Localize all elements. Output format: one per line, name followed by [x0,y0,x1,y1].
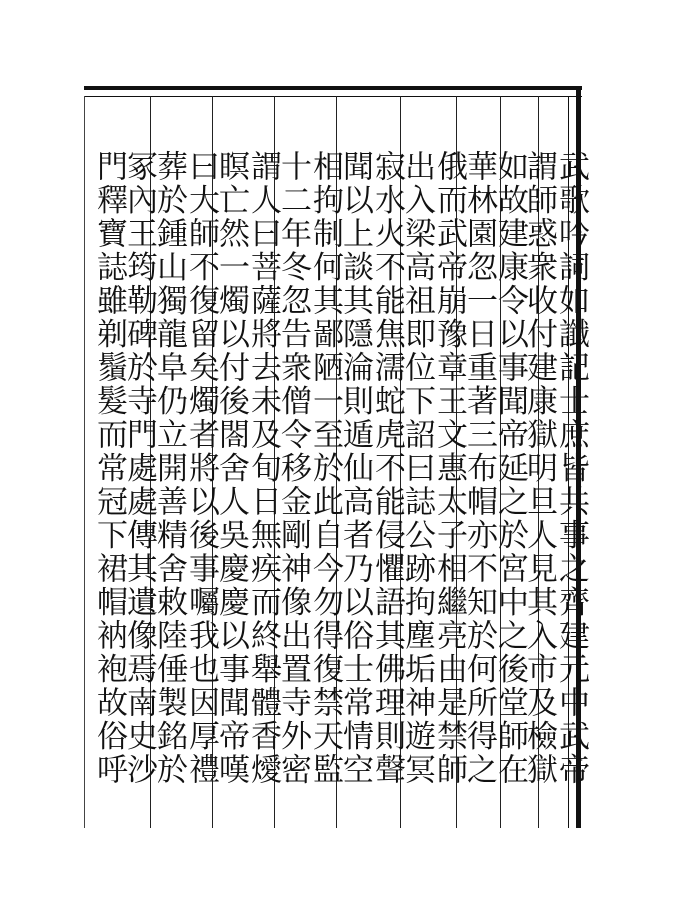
text-column-3: 如故建康令以事聞帝延之於宮中之後堂師在 [492,150,528,787]
text-column-5: 俄而武帝崩豫章王文惠太子相繼亮由是禁師 [431,150,467,787]
text-column-10: 十二年冬忽告衆僧令移金剛神像出置寺外密 [275,150,311,787]
left-edge [84,96,85,828]
text-column-2: 謂師惑衆收付建康獄明旦人見其入市及檢獄 [521,150,557,787]
text-column-9: 相拘制何其鄙陋一至於此自今勿得復禁天監 [307,150,343,787]
text-column-15: 冢內王筠勒碑於寺門處處傳其遺像焉南史沙 [121,150,157,787]
text-column-8: 聞以上談其隱淪則遁仙高者乃以俗士常情空 [337,150,373,787]
text-column-7: 寂水火不能焦濡蛇虎不能侵懼語其佛理則聲 [369,150,405,787]
top-border-thick [84,86,582,90]
text-column-1: 武歌吟詞如讖記士庶皆共事之齊建元中武帝 [553,150,589,787]
text-column-6: 出入梁高祖即位下詔曰誌公跡拘塵垢神遊冥 [399,150,435,787]
top-border-thin [84,96,582,97]
text-column-13: 曰大師不復留矣燭者將以後事囑我也因厚禮 [183,150,219,787]
text-column-11: 謂人曰菩薩將去未及旬日無疾而終舉體香燰 [245,150,281,787]
text-column-12: 瞑亡然一燭以付後閤舍人吳慶慶以事聞帝嘆 [213,150,249,787]
text-column-16: 門釋寶誌雖剃鬚髮而常冠下裙帽衲袍故俗呼 [91,150,127,787]
text-column-4: 華林園忽一日重著三布帽亦不知於何所得之 [461,150,497,787]
text-column-14: 葬於鍾山獨龍阜仍立開善精舍敕陸倕製銘於 [151,150,187,787]
